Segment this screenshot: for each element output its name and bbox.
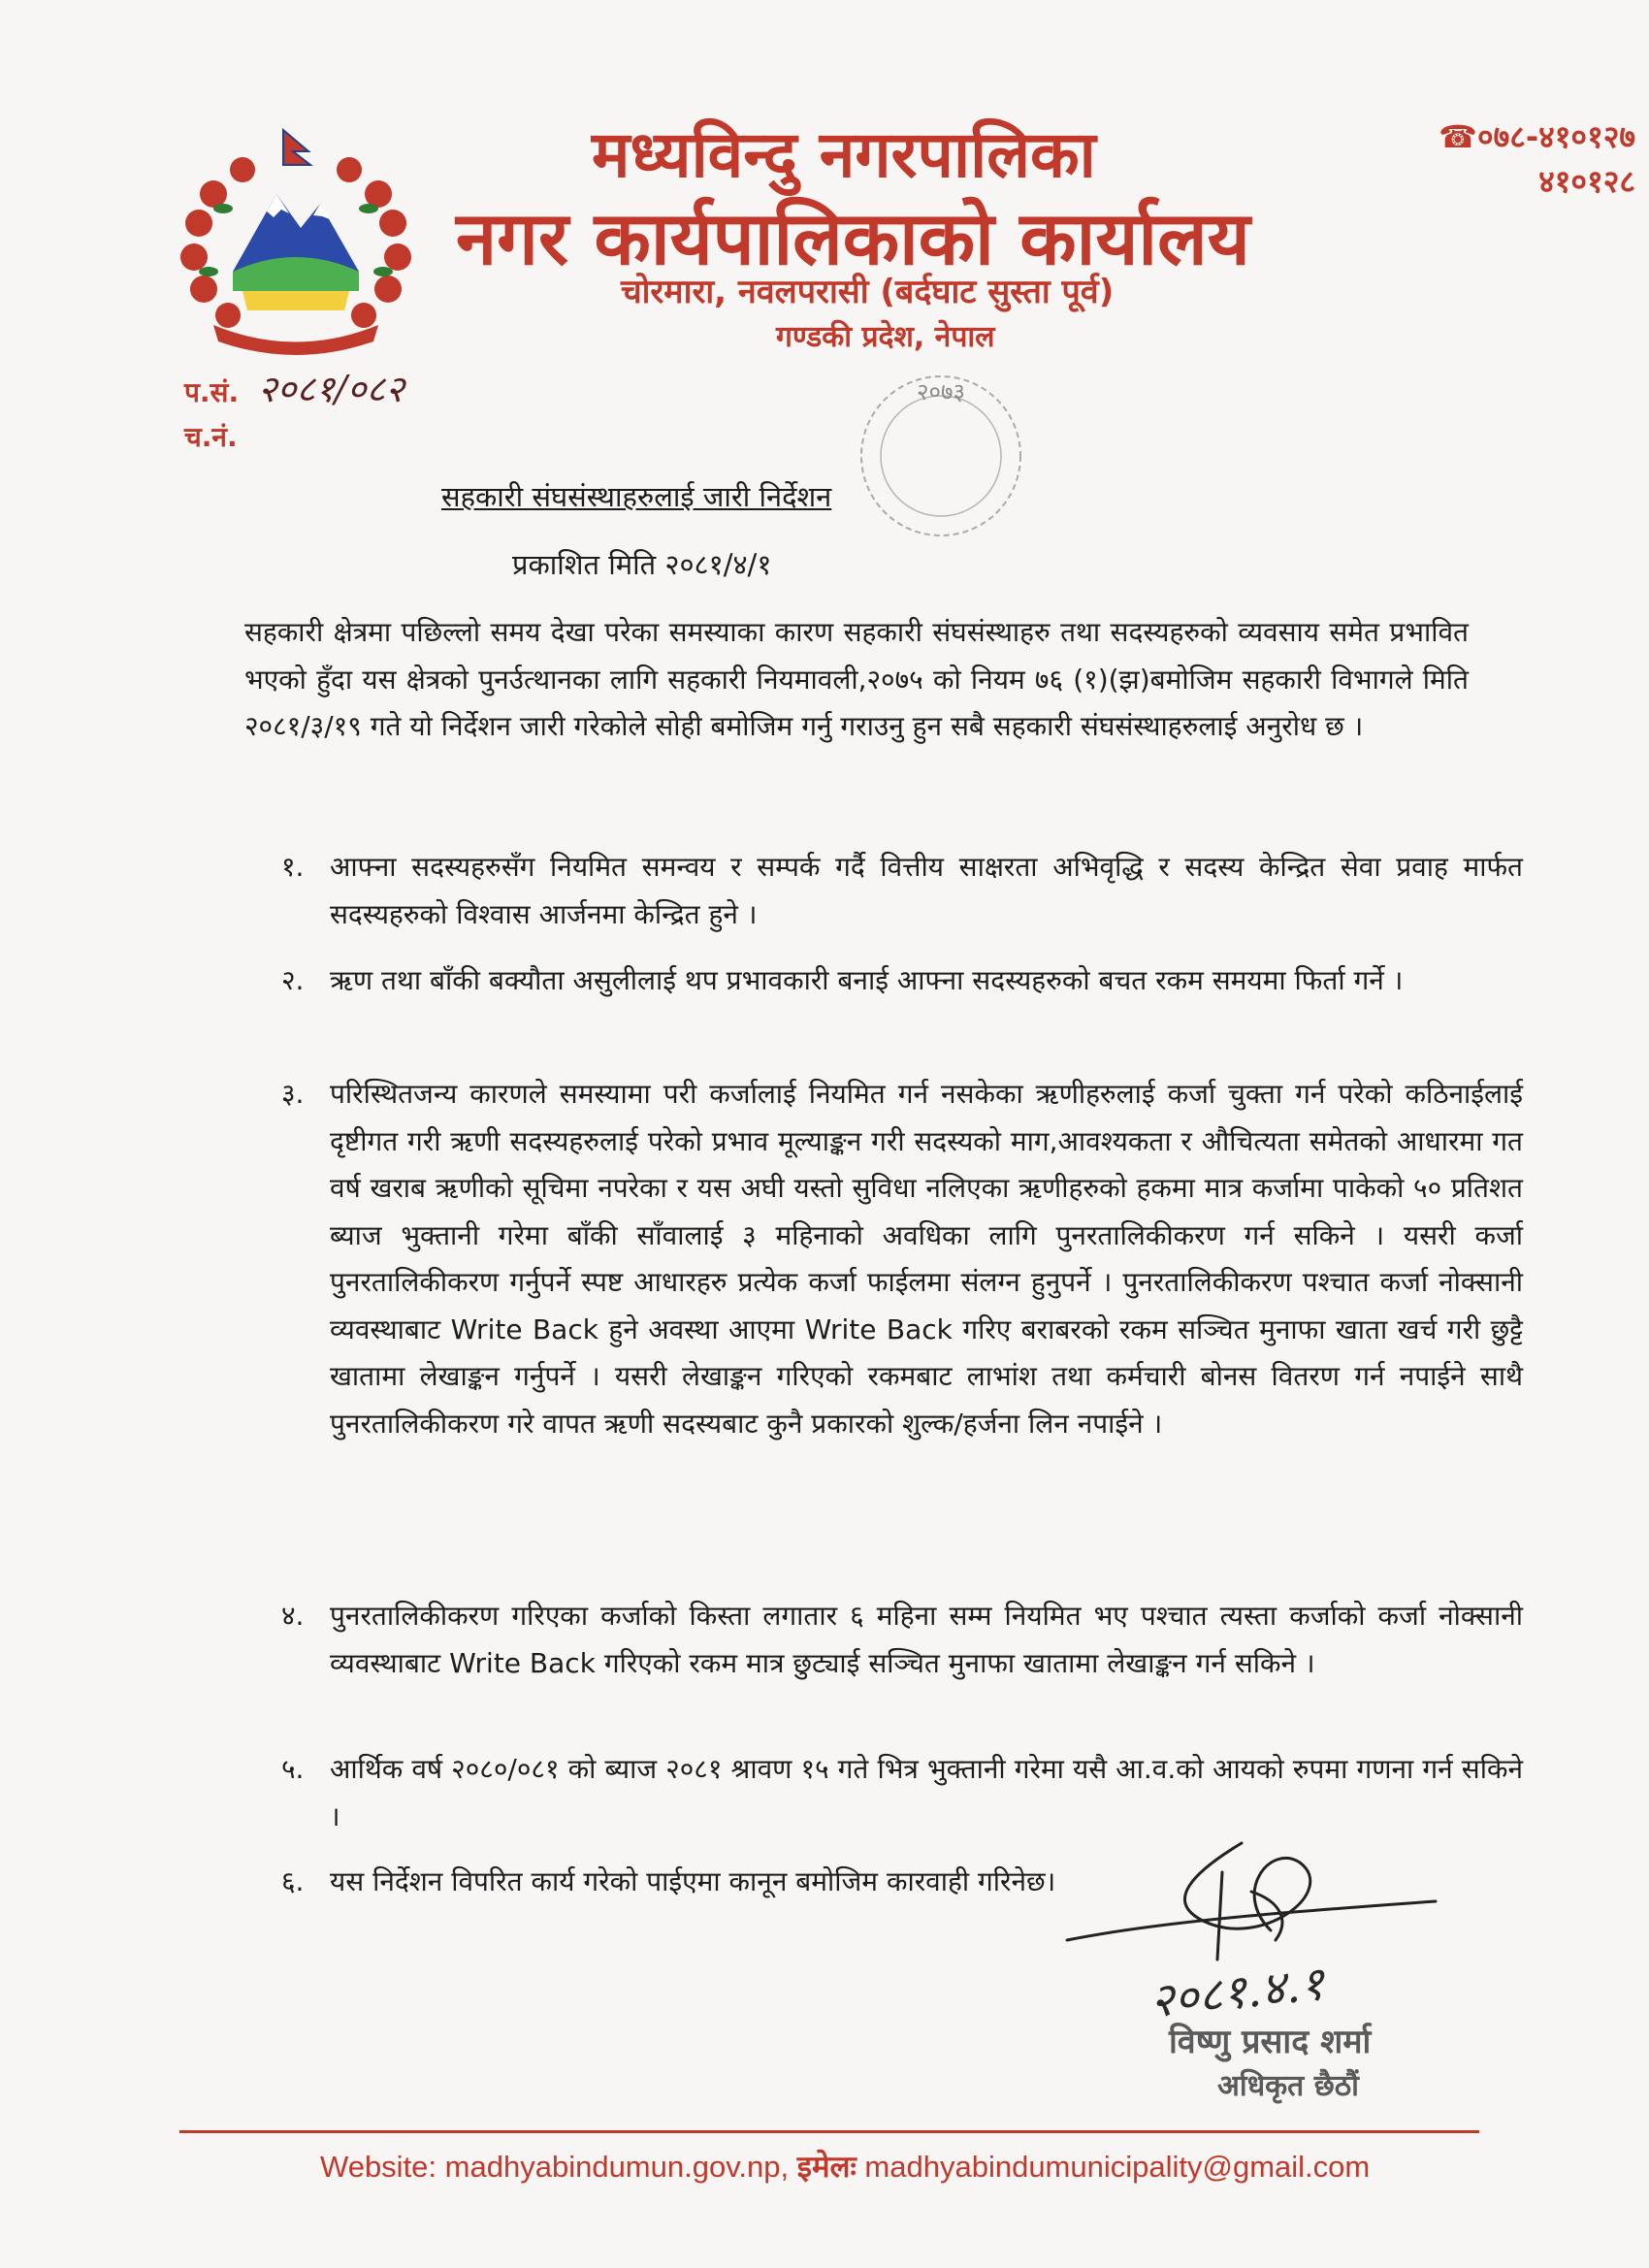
org-name: मध्यविन्दु नगरपालिका bbox=[592, 117, 1096, 192]
list-item-text: यस निर्देशन विपरित कार्य गरेको पाईएमा कानून बमोजिम कारवाही गरिनेछ। bbox=[330, 1865, 1056, 1897]
list-item-text: पुनरतालिकीकरण गरिएका कर्जाको किस्ता लगातार ६ महिना सम्म नियमित भए पश्चात त्यस्ता कर्जाको कर्जा नोक्सानी व्यवस्थाबाट Write Back गरिएको रकम मात्र छुट्याई सञ्चित मुनाफा खातामा लेखाङ्कन गर्न सकिने । bbox=[330, 1600, 1523, 1679]
list-item-text: आफ्ना सदस्यहरुसँग नियमित समन्वय र सम्पर्क गर्दै वित्तीय साक्षरता अभिवृद्धि र सदस्य केन्द्रित सेवा प्रवाह मार्फत सदस्यहरुको विश्वास आर्जनमा केन्द्रित हुने । bbox=[330, 851, 1523, 930]
intro-paragraph: सहकारी क्षेत्रमा पछिल्लो समय देखा परेका समस्याका कारण सहकारी संघसंस्थाहरु तथा सदस्यहरुको व्यवसाय समेत प्रभावित भएको हुँदा यस क्षेत्रको पुनर्उत्थानका लागि सहकारी नियमावली,२०७५ को नियम ७६ (१)(झ)बमोजिम सहकारी विभागले मिति २०८१/३/१९ गते यो निर्देशन जारी गरेकोले सोही बमोजिम गर्नु गराउनु हुन सबै सहकारी संघसंस्थाहरुलाई अनुरोध छ । bbox=[244, 616, 1469, 742]
ps-value: २०८१/०८२ bbox=[257, 368, 404, 410]
office-name: नगर कार्यपालिकाको कार्यालय bbox=[456, 195, 1250, 281]
list-item-number: ६. bbox=[281, 1865, 305, 1897]
list-item bbox=[281, 1593, 1523, 1687]
office-seal-stamp bbox=[805, 349, 1048, 553]
stamp-year: २०७३ bbox=[917, 378, 965, 405]
list-item-number: ४. bbox=[281, 1600, 305, 1632]
website-link[interactable]: madhyabindumun.gov.np, bbox=[444, 2150, 790, 2184]
list-item-number: ५. bbox=[281, 1753, 305, 1785]
signatory-name: विष्णु प्रसाद शर्मा bbox=[1169, 2023, 1372, 2061]
list-item-number: २. bbox=[281, 964, 305, 996]
list-item-number: १. bbox=[281, 851, 305, 883]
footer-divider bbox=[179, 2130, 1479, 2133]
website-label: Website: bbox=[320, 2150, 437, 2184]
phone-numbers bbox=[1344, 114, 1635, 204]
published-date: प्रकाशित मिति २०८१/४/१ bbox=[512, 548, 772, 581]
list-item bbox=[281, 957, 1523, 1005]
list-item bbox=[281, 1746, 1523, 1840]
phone-line-1: ☎०७८-४१०१२७ bbox=[1439, 118, 1635, 155]
office-address: चोरमारा, नवलपरासी (बर्दघाट सुस्ता पूर्व) bbox=[621, 273, 1115, 311]
nepal-emblem-icon bbox=[175, 126, 417, 359]
list-item-number: ३. bbox=[281, 1078, 305, 1110]
list-item-text: परिस्थितजन्य कारणले समस्यामा परी कर्जालाई नियमित गर्न नसकेका ऋणीहरुलाई कर्जा चुक्ता गर्न परेको कठिनाईलाई दृष्टीगत गरी ऋणी सदस्यहरुलाई परेको प्रभाव मूल्याङ्कन गरी सदस्यको माग,आवश्यकता र औचित्यता समेतको आधारमा गत वर्ष खराब ऋणीको सूचिमा नपरेका र यस अघी यस्तो सुविधा नलिएका ऋणीहरुको हकमा मात्र कर्जामा पाकेको ५० प्रतिशत ब्याज भुक्तानी गरेमा बाँकी साँवालाई ३ महिनाको अवधिका लागि पुनरतालिकीकरण गर्न सकिने । यसरी कर्जा पुनरतालिकीकरण गर्नुपर्ने स्पष्ट आधारहरु प्रत्येक कर्जा फाईलमा संलग्न हुनुपर्ने । पुनरतालिकीकरण पश्चात कर्जा नोक्सानी व्यवस्थाबाट Write Back हुने अवस्था आएमा Write Back गरिए बराबरको रकम सञ्चित मुनाफा खाता खर्च गरी छुट्टै खातामा लेखाङ्कन गर्नुपर्ने । यसरी लेखाङ्कन गरिएको रकमबाट लाभांश तथा कर्मचारी बोनस वितरण गर्न नपाईने साथै पुनरतालिकीकरण गरे वापत ऋणी सदस्यबाट कुनै प्रकारको शुल्क/हर्जना लिन नपाईने । bbox=[330, 1078, 1523, 1440]
email-label: इमेलः bbox=[796, 2150, 857, 2184]
office-province: गण्डकी प्रदेश, नेपाल bbox=[776, 320, 995, 354]
list-item-text: ऋण तथा बाँकी बक्यौता असुलीलाई थप प्रभावकारी बनाई आफ्ना सदस्यहरुको बचत रकम समयमा फिर्ता गर्ने । bbox=[330, 964, 1404, 996]
cn-label: च.नं. bbox=[184, 421, 238, 453]
footer-contact bbox=[320, 2144, 1484, 2190]
phone-line-2: ४१०१२८ bbox=[1538, 163, 1635, 200]
ps-label: प.सं. bbox=[184, 376, 240, 408]
reference-block bbox=[184, 367, 404, 460]
list-item bbox=[281, 1071, 1523, 1447]
letter-subject: सहकारी संघसंस्थाहरुलाई जारी निर्देशन bbox=[441, 480, 832, 513]
list-item-text: आर्थिक वर्ष २०८०/०८१ को ब्याज २०८१ श्रावण १५ गते भित्र भुक्तानी गरेमा यसै आ.व.को आयको रुपमा गणना गर्न सकिने । bbox=[330, 1753, 1523, 1832]
email-link[interactable]: madhyabindumunicipality@gmail.com bbox=[864, 2150, 1371, 2184]
signature-date: २०८१.४.१ bbox=[1147, 1956, 1327, 2029]
signatory-title: अधिकृत छैठौं bbox=[1217, 2069, 1359, 2103]
list-item bbox=[281, 844, 1523, 938]
